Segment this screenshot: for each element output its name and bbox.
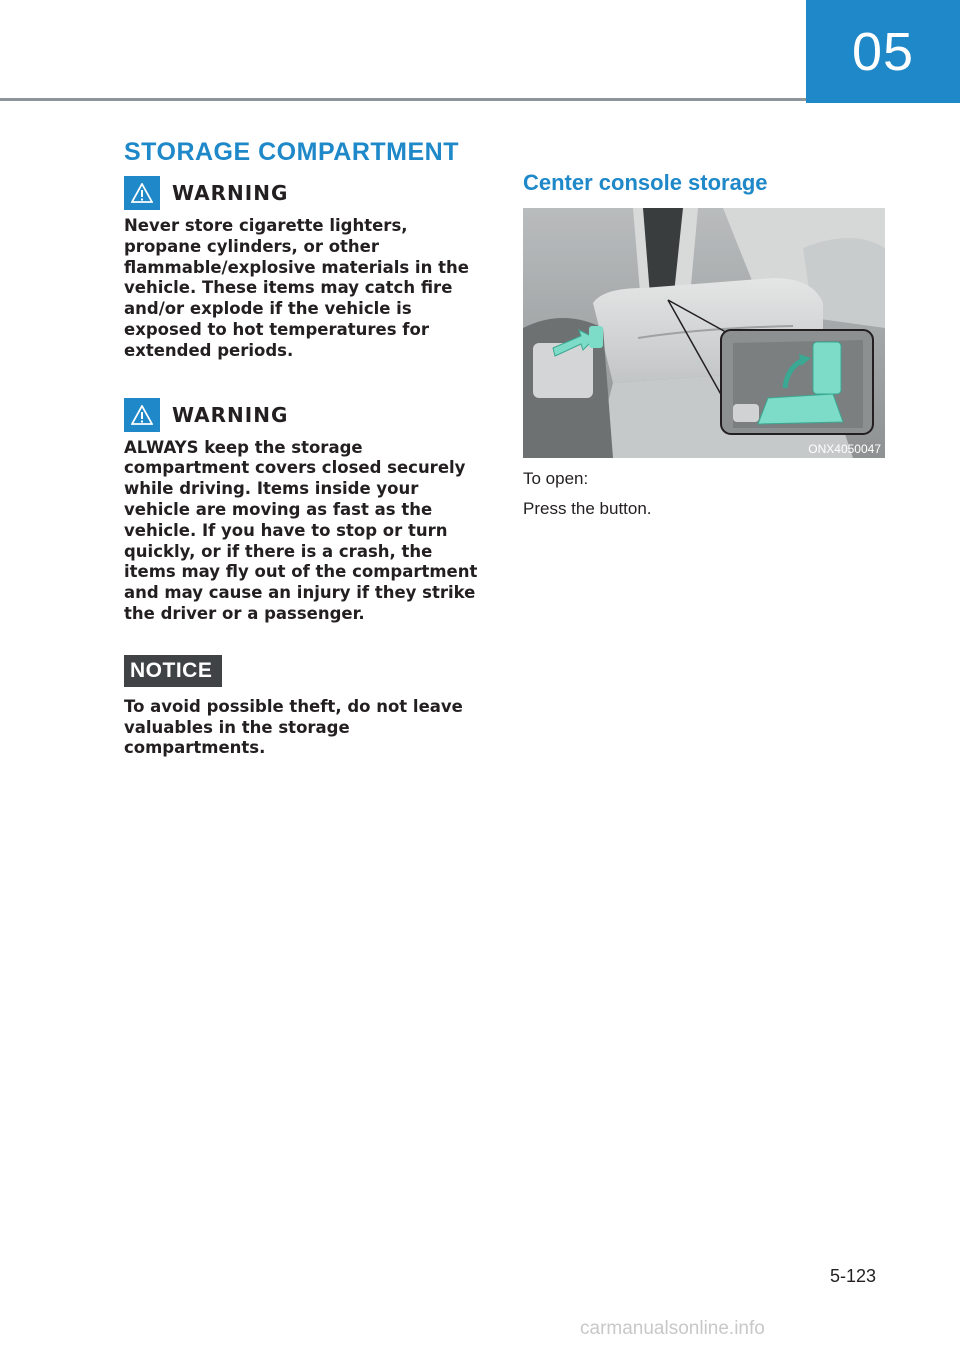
warning-triangle-icon bbox=[124, 398, 160, 432]
chapter-number: 05 bbox=[851, 21, 915, 82]
warning-text: ALWAYS keep the storage compartment covers closed securely while driving. Items inside your vehicle are moving as fast as the vehicle. If you have to stop or turn quickly, or if there is a crash, the items may fly out of the compartment and may cause an injury if they strike the driver or a passenger. bbox=[124, 437, 478, 623]
warning-label: WARNING bbox=[172, 181, 289, 205]
notice-block bbox=[124, 655, 488, 759]
subsection-title: Center console storage bbox=[523, 170, 768, 195]
chapter-tab bbox=[806, 0, 960, 103]
instruction-step-1: To open: bbox=[523, 469, 589, 488]
notice-text: To avoid possible theft, do not leave valuables in the storage compartments. bbox=[124, 696, 463, 758]
warning-block-1 bbox=[124, 176, 488, 362]
header-rule bbox=[0, 98, 806, 101]
page-number: 5-123 bbox=[830, 1266, 877, 1286]
instruction-step-2: Press the button. bbox=[523, 499, 652, 518]
right-column bbox=[523, 170, 885, 520]
left-column bbox=[124, 176, 488, 759]
center-console-illustration bbox=[523, 208, 885, 458]
section-title: STORAGE COMPARTMENT bbox=[124, 138, 459, 166]
figure-code: ONX4050047 bbox=[808, 442, 881, 456]
center-console-figure bbox=[523, 208, 885, 458]
warning-label: WARNING bbox=[172, 402, 289, 427]
warning-triangle-icon bbox=[124, 176, 160, 210]
watermark: carmanualsonline.info bbox=[580, 1318, 765, 1339]
warning-block-2 bbox=[124, 398, 488, 625]
notice-badge: NOTICE bbox=[124, 655, 222, 687]
warning-text: Never store cigarette lighters, propane cylinders, or other flammable/explosive materials in the vehicle. These items may catch fire and/or explode if the vehicle is exposed to hot temperatures for extended periods. bbox=[124, 216, 469, 360]
